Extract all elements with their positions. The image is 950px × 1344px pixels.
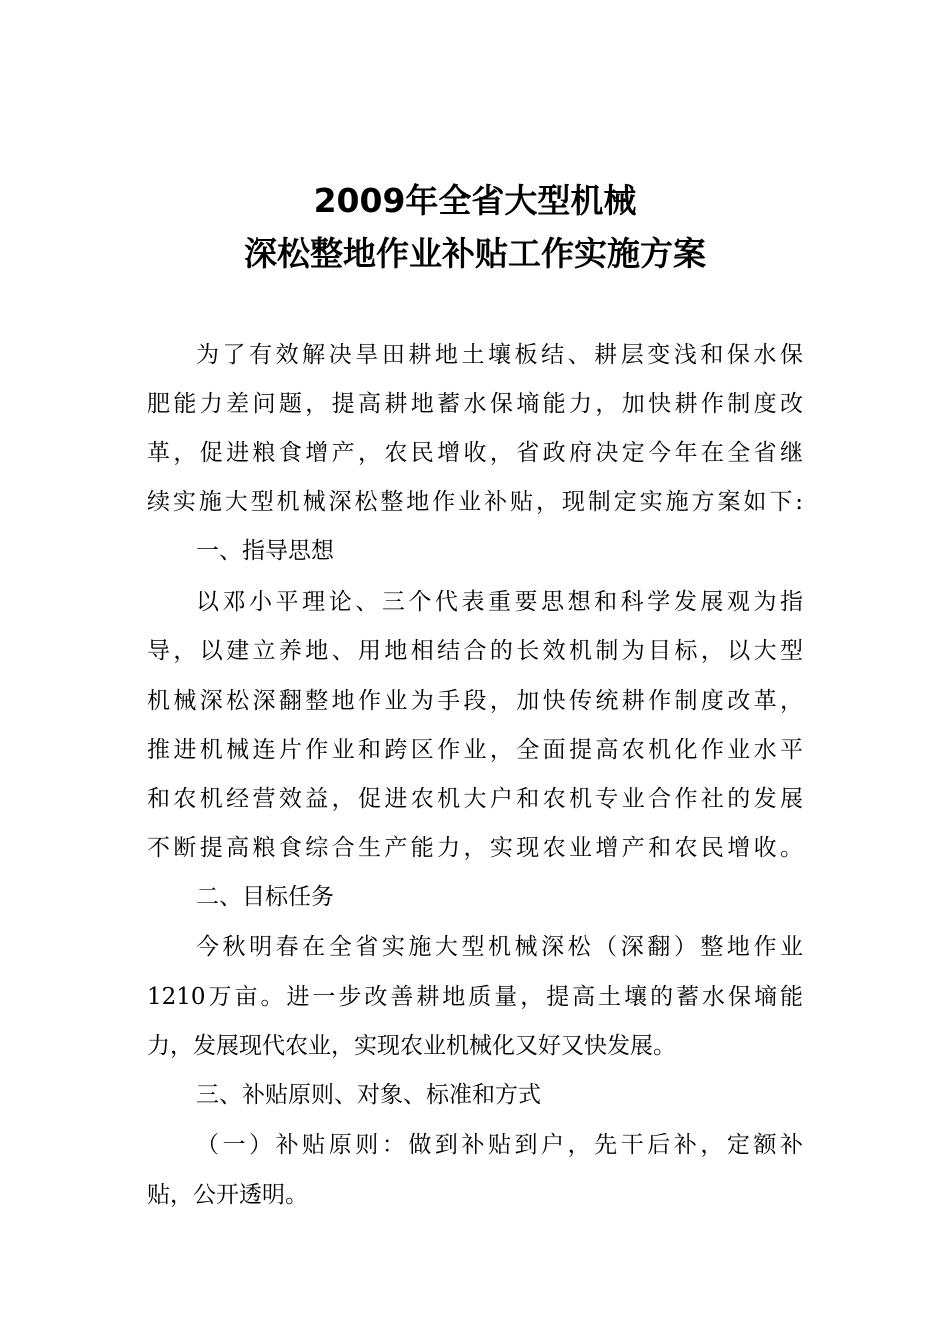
section2-line-1: 今秋明春在全省实施大型机械深松（深翻）整地作业 bbox=[196, 934, 803, 960]
section1-line-5: 和农机经营效益，促进农机大户和农机专业合作社的发展 bbox=[147, 786, 803, 812]
section3-line-1: （一）补贴原则：做到补贴到户，先干后补，定额补 bbox=[196, 1132, 803, 1158]
section1-line-6: 不断提高粮食综合生产能力，实现农业增产和农民增收。 bbox=[147, 835, 803, 861]
section1-line-1: 以邓小平理论、三个代表重要思想和科学发展观为指 bbox=[196, 589, 803, 615]
section-heading-guiding-principles: 一、指导思想 bbox=[196, 538, 334, 564]
section2-line-3: 力，发展现代农业，实现农业机械化又好又快发展。 bbox=[147, 1033, 676, 1059]
section3-line-2: 贴，公开透明。 bbox=[147, 1182, 308, 1208]
intro-line-4: 续实施大型机械深松整地作业补贴，现制定实施方案如下: bbox=[147, 489, 803, 515]
document-title-line-1: 2009年全省大型机械 bbox=[313, 181, 637, 220]
section1-line-4: 推进机械连片作业和跨区作业，全面提高农机化作业水平 bbox=[147, 737, 803, 763]
section-heading-subsidy-principles: 三、补贴原则、对象、标准和方式 bbox=[196, 1082, 541, 1108]
section-heading-goals: 二、目标任务 bbox=[196, 884, 334, 910]
section1-line-3: 机械深松深翻整地作业为手段，加快传统耕作制度改革， bbox=[147, 688, 803, 714]
intro-line-3: 革，促进粮食增产，农民增收，省政府决定今年在全省继 bbox=[147, 440, 803, 466]
section1-line-2: 导，以建立养地、用地相结合的长效机制为目标，以大型 bbox=[147, 638, 803, 664]
intro-line-2: 肥能力差问题，提高耕地蓄水保墒能力，加快耕作制度改 bbox=[147, 391, 803, 417]
section2-line-2: 1210万亩。进一步改善耕地质量，提高土壤的蓄水保墒能 bbox=[147, 984, 803, 1010]
document-title-line-2: 深松整地作业补贴工作实施方案 bbox=[244, 234, 706, 273]
intro-line-1: 为了有效解决旱田耕地土壤板结、耕层变浅和保水保 bbox=[196, 342, 803, 368]
